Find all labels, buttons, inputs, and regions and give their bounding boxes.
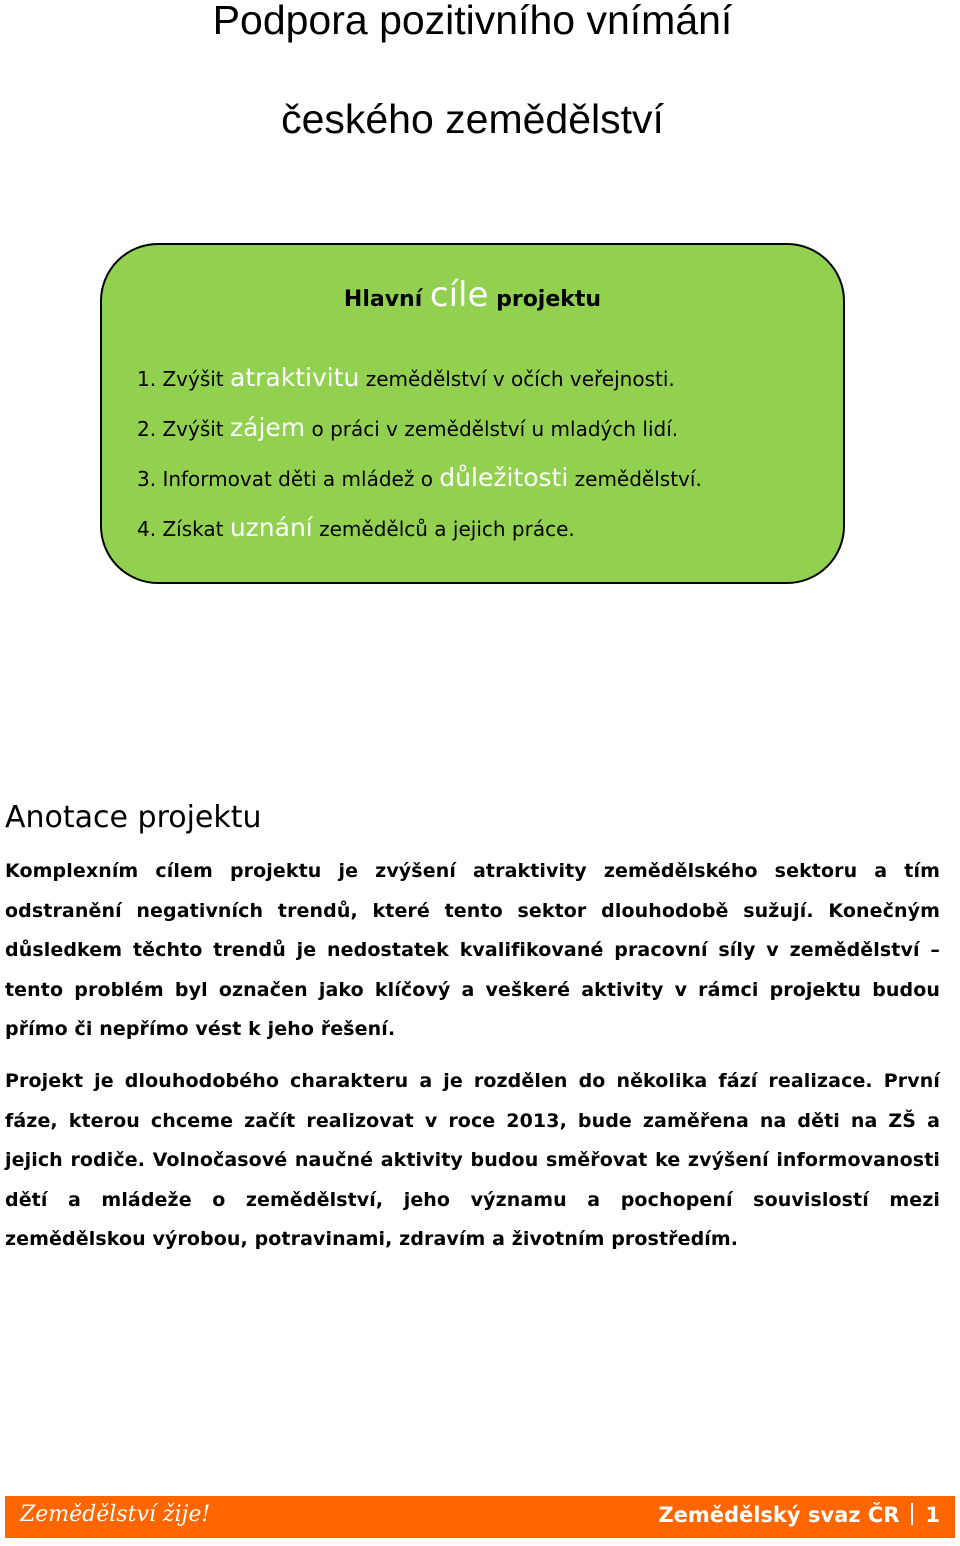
- goal-item: [137, 465, 702, 490]
- goals-heading-highlight: cíle: [429, 275, 489, 315]
- goal-text-pre: 3. Informovat děti a mládež o: [137, 467, 440, 491]
- goals-heading-pre: Hlavní: [343, 287, 430, 312]
- goal-keyword: důležitosti: [439, 463, 569, 492]
- page-number: 1: [925, 1503, 940, 1527]
- annotation-paragraph-1: Komplexním cílem projektu je zvýšení atraktivity zemědělského sektoru a tím odstranění negativních trendů, které tento sektor dlouhodobě sužují. Konečným důsledkem těchto trendů je nedostatek kvalifikované pracovní síly v zemědělství – tento problém byl označen jako klíčový a veškeré aktivity v rámci projektu budou přímo či nepřímo vést k jeho řešení.: [5, 860, 940, 1041]
- goal-text-post: o práci v zemědělství u mladých lidí.: [305, 417, 679, 441]
- footer-slogan: Zemědělství žije!: [20, 1502, 211, 1527]
- footer-divider: [911, 1503, 913, 1525]
- goal-text-post: zemědělství v očích veřejnosti.: [359, 367, 675, 391]
- goals-heading: [102, 275, 843, 320]
- goal-keyword: atraktivitu: [230, 363, 360, 392]
- footer-publisher: [658, 1503, 940, 1527]
- document-title-line-1: Podpora pozitivního vnímání: [212, 0, 733, 43]
- goal-text-post: zemědělců a jejich práce.: [312, 517, 575, 541]
- goal-item: [137, 415, 678, 440]
- goal-item: [137, 365, 675, 390]
- goal-text-pre: 1. Zvýšit: [137, 367, 230, 391]
- project-goals-box: [100, 243, 845, 584]
- annotation-paragraph-2: Projekt je dlouhodobého charakteru a je rozdělen do několika fází realizace. První fáze, kterou chceme začít realizovat v roce 2013, bude zaměřena na děti na ZŠ a jejich rodiče. Volnočasové naučné aktivity budou směřovat ke zvýšení informovanosti dětí a mládeže o zemědělství, jeho významu a pochopení souvislostí mezi zemědělskou výrobou, potravinami, zdravím a životním prostředím.: [5, 1070, 940, 1251]
- goal-item: [137, 515, 575, 540]
- goal-text-pre: 4. Získat: [137, 517, 230, 541]
- goal-text-pre: 2. Zvýšit: [137, 417, 230, 441]
- goals-heading-post: projektu: [488, 287, 602, 312]
- goal-keyword: uznání: [229, 513, 313, 542]
- document-title-line-2: českého zemědělství: [281, 96, 664, 142]
- goal-keyword: zájem: [230, 413, 306, 442]
- goal-text-post: zemědělství.: [568, 467, 702, 491]
- annotation-heading: Anotace projektu: [5, 800, 262, 835]
- page-footer: [5, 1496, 955, 1538]
- footer-organization: Zemědělský svaz ČR: [658, 1503, 900, 1527]
